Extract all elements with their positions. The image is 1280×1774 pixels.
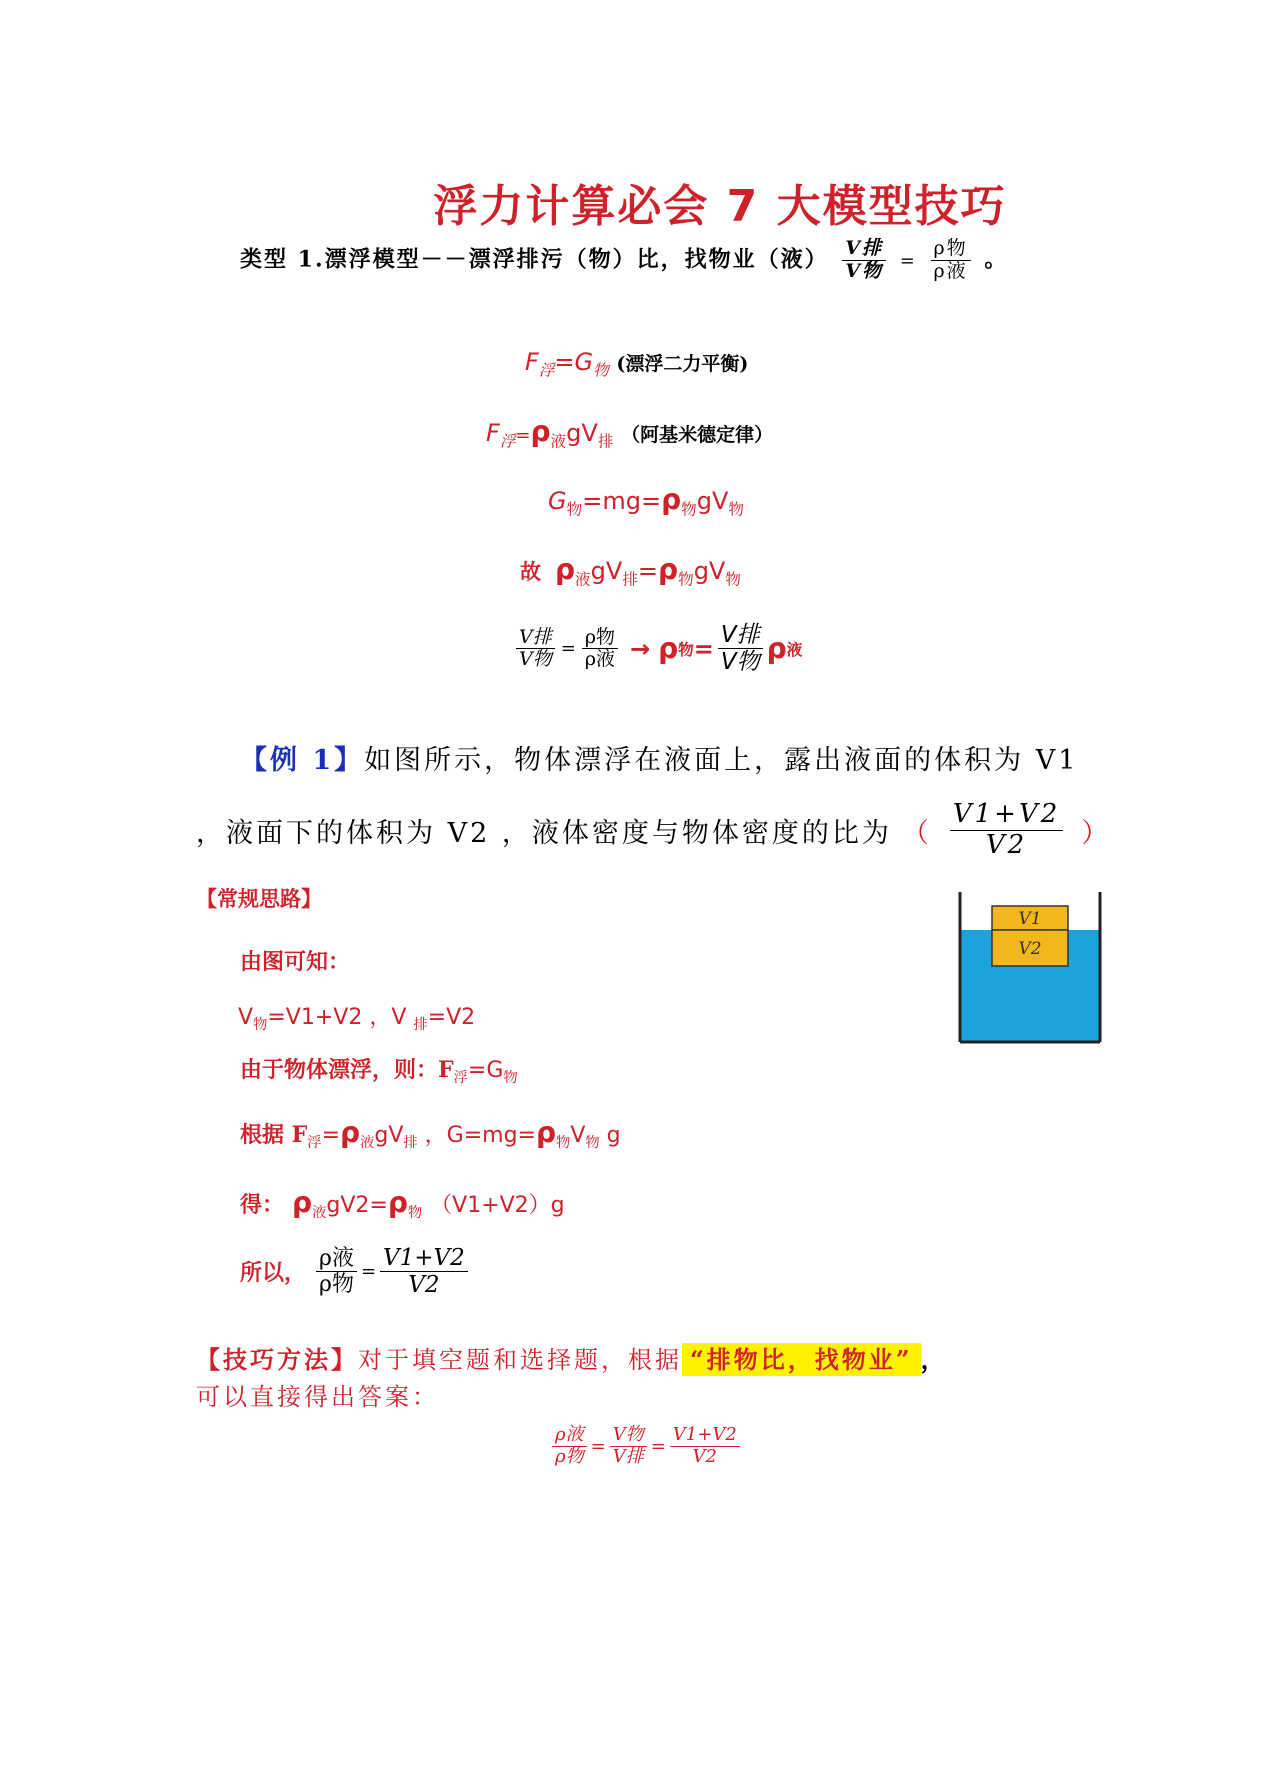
solution-step-5: 得： $\rho_液gV2=\rho_物$ （V1+V2）g: [240, 1186, 565, 1221]
tip-line-2: 可以直接得出答案：: [196, 1383, 439, 1411]
solution-step-4: 根据 $F_浮=\rho_液gV_排$ ，$G=mg=\rho_物V_物$ g: [240, 1116, 621, 1151]
solution-step-6: 所以， $\frac{\text{ρ液}}{\text{ρ物}}$ = $\frac{V1+V2}{V2}$: [240, 1245, 472, 1299]
type-frac-2: $\frac{\text{ρ物}}{\text{ρ液}}$: [931, 238, 971, 283]
formula-ratio: $\frac{\text{V排}}{\text{V物}}$ = $\frac{\text{ρ物}}{\text{ρ液}}$ → ρ 物 = $\frac{\text{V排}}{\text{V物}}$ ρ 液: [512, 622, 802, 676]
tip-highlight: “排物比，找物业”: [682, 1343, 921, 1376]
example-tag: 【例 1】: [240, 745, 365, 776]
formula-float-balance: $F_浮=G_物$ (漂浮二力平衡): [525, 348, 749, 380]
type-line: 类型 1.漂浮模型－－漂浮排污（物）比，找物业（液） $\frac{\text{V排}}{\text{V物}}$ = $\frac{\text{ρ物}}{\text{ρ液}}$ 。: [240, 237, 1009, 282]
solution-step-3: 由于物体漂浮，则：$F_浮=G_物$: [240, 1057, 518, 1086]
float-diagram: [955, 890, 1105, 1045]
type-line-text: 类型 1.漂浮模型－－漂浮排污（物）比，找物业（液）: [240, 246, 829, 273]
solution-heading: 【常规思路】: [196, 886, 322, 911]
tip-line-1: 【技巧方法】对于填空题和选择题，根据 “排物比，找物业” ，: [196, 1345, 948, 1374]
tank-svg: [955, 890, 1105, 1045]
tip-final-formula: $\frac{\text{ρ液}}{\text{ρ物}}$ = $\frac{\text{V物}}{\text{V排}}$ = $\frac{V1+V2}{V2}$: [548, 1425, 744, 1467]
example-line-1: 【例 1】如图所示，物体漂浮在液面上，露出液面的体积为 V1: [240, 745, 1079, 776]
solution-step-2: $V_物=V1+V2$ ，V $_排$=V2: [238, 1005, 476, 1033]
type-frac-1: $\frac{\text{V排}}{\text{V物}}$: [842, 238, 886, 283]
example-answer: $\frac{V1+V2}{V2}$: [950, 800, 1063, 861]
example-line-2: ，液面下的体积为 V2 ，液体密度与物体密度的比为 （ $\frac{V1+V2}{V2}$ ）: [196, 799, 1112, 860]
formula-archimedes: $F_浮=\rho_液gV_排$ （阿基米德定律）: [486, 415, 774, 451]
solution-step-1: 由图可知：: [240, 949, 351, 975]
label-v2: V2: [1018, 939, 1042, 959]
formula-gravity: $G_物=mg=\rho_物gV_物$: [548, 483, 744, 519]
formula-therefore: 故 $\rho_液gV_排=\rho_物gV_物$: [520, 553, 741, 589]
page-title: 浮力计算必会 7 大模型技巧: [433, 181, 1007, 232]
label-v1: V1: [1018, 909, 1042, 929]
